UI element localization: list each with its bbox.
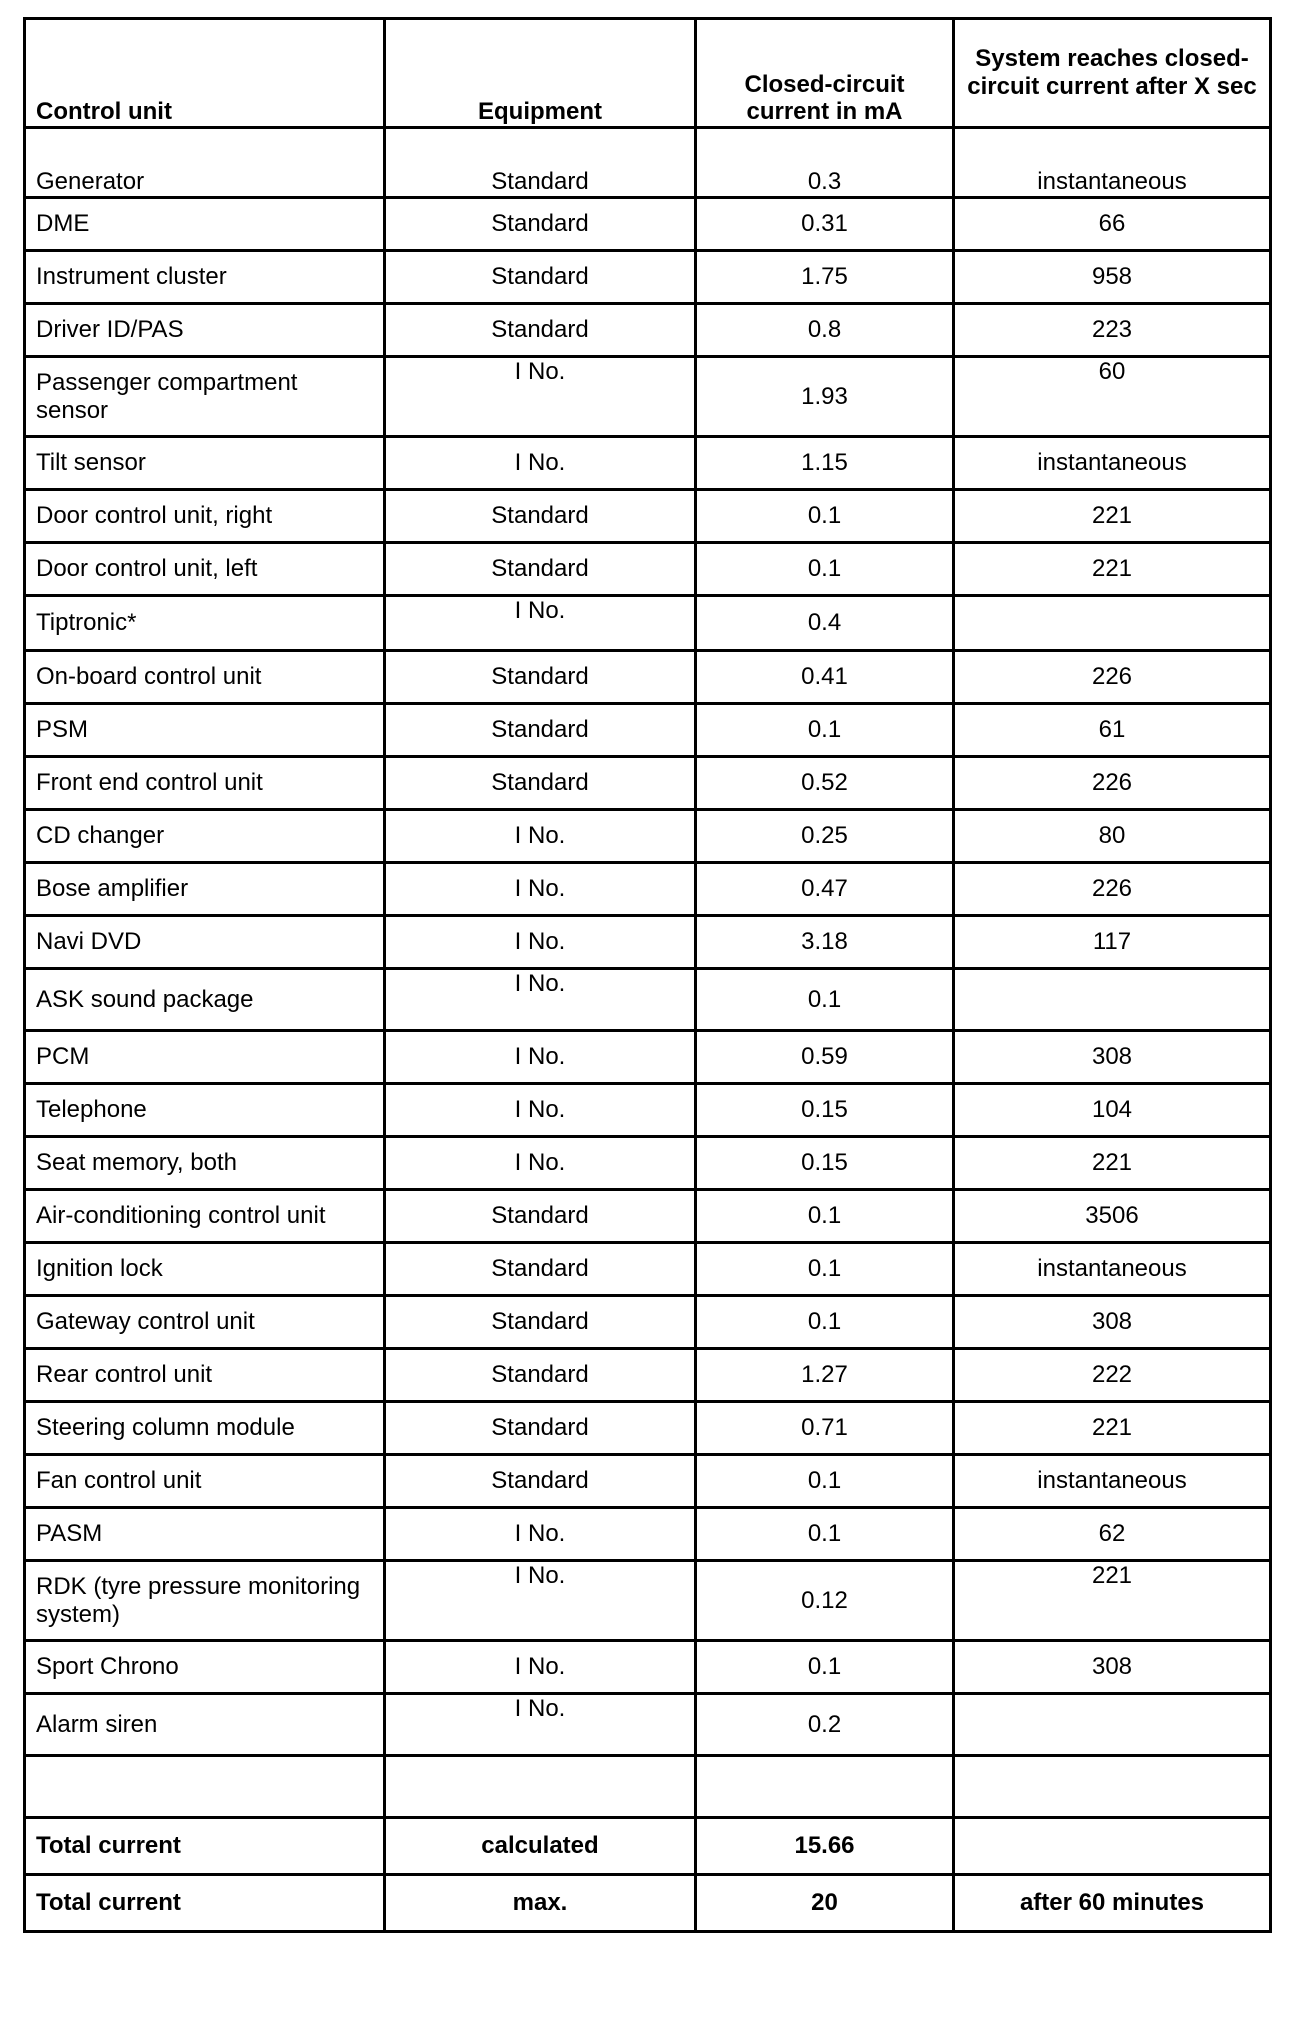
total-label: Total current xyxy=(25,1875,385,1932)
cell-equipment: Standard xyxy=(385,1243,696,1296)
table-row xyxy=(25,596,1271,651)
cell-control-unit: Front end control unit xyxy=(25,757,385,810)
cell-seconds: 221 xyxy=(954,1137,1271,1190)
total-label: Total current xyxy=(25,1818,385,1875)
table-row xyxy=(25,304,1271,357)
cell-seconds: 221 xyxy=(954,490,1271,543)
cell-seconds: 223 xyxy=(954,304,1271,357)
cell-current: 0.3 xyxy=(696,128,954,198)
cell-equipment: Standard xyxy=(385,1296,696,1349)
total-seconds xyxy=(954,1818,1271,1875)
cell-equipment: I No. xyxy=(385,1084,696,1137)
cell-current: 0.52 xyxy=(696,757,954,810)
cell-control-unit: RDK (tyre pressure monitoring system) xyxy=(25,1561,385,1641)
cell-control-unit: Ignition lock xyxy=(25,1243,385,1296)
empty-cell xyxy=(696,1756,954,1818)
cell-equipment: I No. xyxy=(385,1031,696,1084)
empty-row xyxy=(25,1756,1271,1818)
cell-current: 0.1 xyxy=(696,1296,954,1349)
cell-seconds xyxy=(954,969,1271,1031)
total-seconds: after 60 minutes xyxy=(954,1875,1271,1932)
table-row xyxy=(25,863,1271,916)
cell-seconds: 221 xyxy=(954,1402,1271,1455)
cell-current: 0.47 xyxy=(696,863,954,916)
cell-control-unit: CD changer xyxy=(25,810,385,863)
table-row xyxy=(25,490,1271,543)
cell-seconds: 117 xyxy=(954,916,1271,969)
total-row xyxy=(25,1818,1271,1875)
cell-current: 3.18 xyxy=(696,916,954,969)
cell-control-unit: Gateway control unit xyxy=(25,1296,385,1349)
cell-control-unit: Tiptronic* xyxy=(25,596,385,651)
table-row xyxy=(25,916,1271,969)
cell-equipment: Standard xyxy=(385,128,696,198)
cell-seconds: 61 xyxy=(954,704,1271,757)
cell-current: 1.75 xyxy=(696,251,954,304)
table-row xyxy=(25,1190,1271,1243)
cell-seconds: 62 xyxy=(954,1508,1271,1561)
cell-current: 0.41 xyxy=(696,651,954,704)
cell-current: 0.1 xyxy=(696,543,954,596)
cell-equipment: Standard xyxy=(385,1402,696,1455)
table-row xyxy=(25,1694,1271,1756)
cell-control-unit: PASM xyxy=(25,1508,385,1561)
table-row xyxy=(25,1137,1271,1190)
cell-control-unit: PCM xyxy=(25,1031,385,1084)
cell-seconds: 308 xyxy=(954,1031,1271,1084)
table-row xyxy=(25,1641,1271,1694)
cell-seconds xyxy=(954,1694,1271,1756)
cell-equipment: Standard xyxy=(385,1455,696,1508)
table-row xyxy=(25,543,1271,596)
cell-equipment: Standard xyxy=(385,304,696,357)
cell-seconds: 60 xyxy=(954,357,1271,437)
cell-seconds: 226 xyxy=(954,757,1271,810)
cell-equipment: Standard xyxy=(385,198,696,251)
table-row xyxy=(25,1402,1271,1455)
cell-equipment: I No. xyxy=(385,1508,696,1561)
table-header-row xyxy=(25,19,1271,128)
cell-seconds: 80 xyxy=(954,810,1271,863)
cell-control-unit: Alarm siren xyxy=(25,1694,385,1756)
cell-equipment: Standard xyxy=(385,704,696,757)
total-row xyxy=(25,1875,1271,1932)
table-row xyxy=(25,198,1271,251)
cell-equipment: Standard xyxy=(385,251,696,304)
table-row xyxy=(25,757,1271,810)
table-row xyxy=(25,651,1271,704)
cell-current: 0.1 xyxy=(696,1641,954,1694)
header-seconds: System reaches closed-circuit current after X sec xyxy=(954,19,1271,128)
cell-current: 0.1 xyxy=(696,1243,954,1296)
cell-current: 0.31 xyxy=(696,198,954,251)
cell-current: 1.27 xyxy=(696,1349,954,1402)
cell-control-unit: Telephone xyxy=(25,1084,385,1137)
total-equipment: calculated xyxy=(385,1818,696,1875)
empty-cell xyxy=(25,1756,385,1818)
table-row xyxy=(25,704,1271,757)
cell-control-unit: Door control unit, right xyxy=(25,490,385,543)
table-row xyxy=(25,1031,1271,1084)
cell-control-unit: Instrument cluster xyxy=(25,251,385,304)
table-row xyxy=(25,437,1271,490)
header-current: Closed-circuit current in mA xyxy=(696,19,954,128)
cell-seconds: instantaneous xyxy=(954,437,1271,490)
cell-current: 0.4 xyxy=(696,596,954,651)
cell-current: 0.8 xyxy=(696,304,954,357)
cell-equipment: Standard xyxy=(385,1190,696,1243)
cell-equipment: Standard xyxy=(385,651,696,704)
cell-seconds: instantaneous xyxy=(954,1243,1271,1296)
cell-current: 1.93 xyxy=(696,357,954,437)
empty-cell xyxy=(385,1756,696,1818)
cell-current: 0.25 xyxy=(696,810,954,863)
cell-current: 0.1 xyxy=(696,1190,954,1243)
table-row xyxy=(25,1084,1271,1137)
cell-equipment: I No. xyxy=(385,437,696,490)
cell-equipment: Standard xyxy=(385,543,696,596)
table-row xyxy=(25,1349,1271,1402)
cell-current: 0.59 xyxy=(696,1031,954,1084)
cell-seconds: 221 xyxy=(954,1561,1271,1641)
total-current: 15.66 xyxy=(696,1818,954,1875)
table-row xyxy=(25,251,1271,304)
cell-current: 1.15 xyxy=(696,437,954,490)
cell-control-unit: Rear control unit xyxy=(25,1349,385,1402)
header-equipment: Equipment xyxy=(385,19,696,128)
cell-current: 0.1 xyxy=(696,490,954,543)
table-row xyxy=(25,128,1271,198)
cell-equipment: I No. xyxy=(385,357,696,437)
cell-equipment: I No. xyxy=(385,1561,696,1641)
empty-cell xyxy=(954,1756,1271,1818)
cell-seconds: 104 xyxy=(954,1084,1271,1137)
cell-seconds: 226 xyxy=(954,863,1271,916)
cell-seconds: 222 xyxy=(954,1349,1271,1402)
table-row xyxy=(25,1508,1271,1561)
cell-equipment: I No. xyxy=(385,1137,696,1190)
cell-equipment: Standard xyxy=(385,1349,696,1402)
table-row xyxy=(25,357,1271,437)
cell-current: 0.1 xyxy=(696,1508,954,1561)
table-row xyxy=(25,810,1271,863)
cell-seconds: 308 xyxy=(954,1296,1271,1349)
cell-current: 0.15 xyxy=(696,1084,954,1137)
cell-current: 0.1 xyxy=(696,1455,954,1508)
cell-seconds: 3506 xyxy=(954,1190,1271,1243)
cell-control-unit: Door control unit, left xyxy=(25,543,385,596)
cell-equipment: I No. xyxy=(385,596,696,651)
table-row xyxy=(25,1561,1271,1641)
cell-current: 0.2 xyxy=(696,1694,954,1756)
table-row xyxy=(25,969,1271,1031)
cell-current: 0.15 xyxy=(696,1137,954,1190)
cell-seconds: 221 xyxy=(954,543,1271,596)
cell-equipment: I No. xyxy=(385,916,696,969)
cell-current: 0.1 xyxy=(696,704,954,757)
cell-control-unit: Navi DVD xyxy=(25,916,385,969)
cell-seconds: 308 xyxy=(954,1641,1271,1694)
closed-circuit-current-table xyxy=(23,17,1272,1933)
table-row xyxy=(25,1455,1271,1508)
cell-equipment: I No. xyxy=(385,810,696,863)
cell-seconds: 226 xyxy=(954,651,1271,704)
cell-equipment: I No. xyxy=(385,1641,696,1694)
cell-current: 0.12 xyxy=(696,1561,954,1641)
cell-seconds: instantaneous xyxy=(954,128,1271,198)
cell-control-unit: On-board control unit xyxy=(25,651,385,704)
cell-seconds: 958 xyxy=(954,251,1271,304)
cell-control-unit: Sport Chrono xyxy=(25,1641,385,1694)
cell-current: 0.1 xyxy=(696,969,954,1031)
cell-equipment: Standard xyxy=(385,490,696,543)
cell-equipment: I No. xyxy=(385,863,696,916)
cell-control-unit: Tilt sensor xyxy=(25,437,385,490)
cell-control-unit: Seat memory, both xyxy=(25,1137,385,1190)
cell-control-unit: PSM xyxy=(25,704,385,757)
cell-seconds xyxy=(954,596,1271,651)
cell-control-unit: Bose amplifier xyxy=(25,863,385,916)
cell-current: 0.71 xyxy=(696,1402,954,1455)
cell-control-unit: Air-conditioning control unit xyxy=(25,1190,385,1243)
cell-control-unit: DME xyxy=(25,198,385,251)
cell-equipment: Standard xyxy=(385,757,696,810)
cell-control-unit: Generator xyxy=(25,128,385,198)
table-row xyxy=(25,1243,1271,1296)
cell-control-unit: Passenger compartment sensor xyxy=(25,357,385,437)
total-current: 20 xyxy=(696,1875,954,1932)
header-control-unit: Control unit xyxy=(25,19,385,128)
cell-seconds: 66 xyxy=(954,198,1271,251)
cell-control-unit: Steering column module xyxy=(25,1402,385,1455)
cell-equipment: I No. xyxy=(385,1694,696,1756)
cell-seconds: instantaneous xyxy=(954,1455,1271,1508)
cell-control-unit: Driver ID/PAS xyxy=(25,304,385,357)
cell-control-unit: ASK sound package xyxy=(25,969,385,1031)
table-row xyxy=(25,1296,1271,1349)
total-equipment: max. xyxy=(385,1875,696,1932)
cell-equipment: I No. xyxy=(385,969,696,1031)
cell-control-unit: Fan control unit xyxy=(25,1455,385,1508)
